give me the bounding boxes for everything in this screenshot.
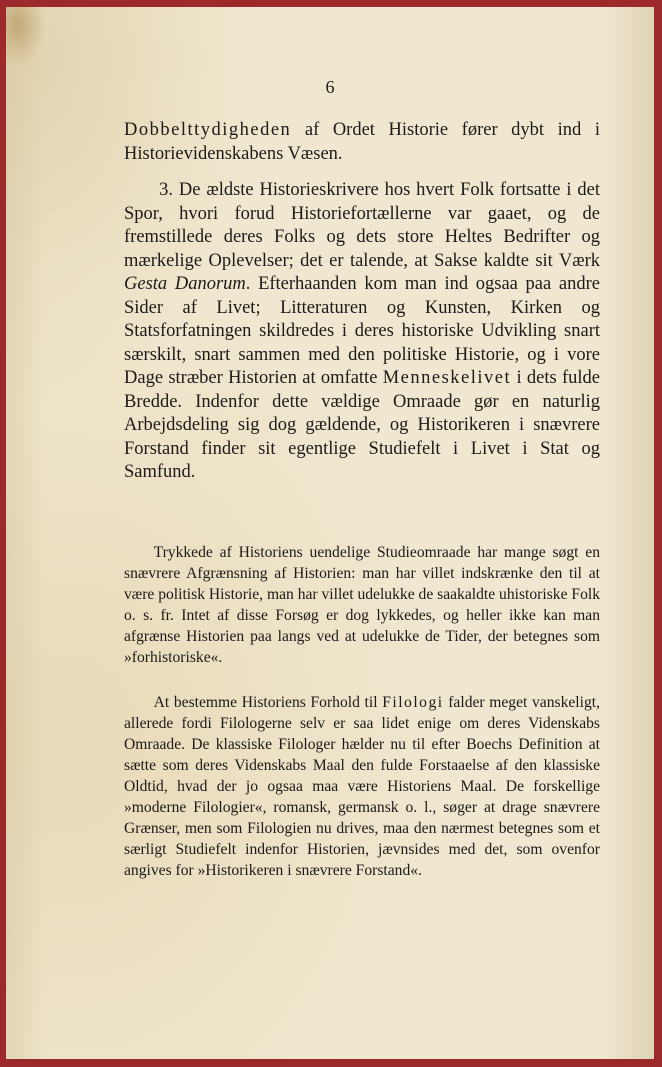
paragraph-4-text-a: At bestemme Historiens Forhold til (153, 694, 383, 711)
page-stain (6, 7, 46, 67)
paragraph-4 (124, 692, 600, 881)
spaced-word-menneskelivet: Menneskelivet (382, 368, 512, 388)
paragraph-1-text: af Ordet Historie fører dybt ind i Historievidenskabens Væsen. (124, 120, 600, 164)
spaced-word-filologi: Filologi (382, 694, 444, 711)
paragraph-2-text-c: i dets fulde Bredde. Indenfor dette vældige Omraade gør en naturlig Arbejdsdeling sig dog gældende, og Historikeren i snævrere Forstand finder sit egentlige Studiefelt i Livet i Stat og Samfund. (124, 368, 601, 482)
book-page (6, 7, 654, 1059)
paragraph-2 (124, 179, 600, 485)
page-number: 6 (325, 77, 335, 97)
paragraph-2-text-a: 3. De ældste Historieskrivere hos hvert Folk fortsatte i det Spor, hvori forud Historiefortællerne var gaaet, og de fremstillede deres Folks og dets store Heltes Bedrifter og mærkelige Oplevelser; det er talende, at Sakse kaldte sit Værk (124, 180, 600, 271)
paragraph-1 (124, 119, 600, 166)
paragraph-4-text-b: falder meget vanskeligt, allerede fordi Filologerne selv er saa lidet enige om deres Videnskabs Omraade. De klassiske Filologer hælder nu til efter Boechs Definition at sætte som deres Videnskabs Maal den fulde Forstaaelse af den klassiske Oldtid, hvad der jo ogsaa maa være Historiens Maal. De forskellige »moderne Filologier«, romansk, germansk o. l., søger at drage snævrere Grænser, men som Filologien nu drives, maa den nærmest betegnes som et særligt Studiefelt indenfor Historien, jævnsides med det, som ovenfor angives for »Historikeren i snævrere Forstand«. (124, 694, 600, 879)
paragraph-2-text-b: . Efterhaanden kom man ind ogsaa paa andre Sider af Livet; Litteraturen og Kunsten, Kirken og Statsforfatningen skildredes i deres historiske Udvikling snart særskilt, snart sammen med den politiske Historie, og i vore Dage stræber Historien at omfatte (124, 274, 600, 388)
paragraph-3: Trykkede af Historiens uendelige Studieomraade har mange søgt en snævrere Afgrænsning af Historien: man har villet indskrænke den til at være politisk Historie, man har villet udelukke de saakaldte uhistoriske Folk o. s. fr. Intet af disse Forsøg er dog lykkedes, og heller ikke kan man afgrænse Historien paa langs ved at udelukke de Tider, der betegnes som »forhistoriske«. (124, 544, 600, 666)
work-title: Gesta Danorum (124, 274, 246, 294)
spaced-word-dobbelttydigheden: Dobbelttydigheden (124, 120, 292, 140)
